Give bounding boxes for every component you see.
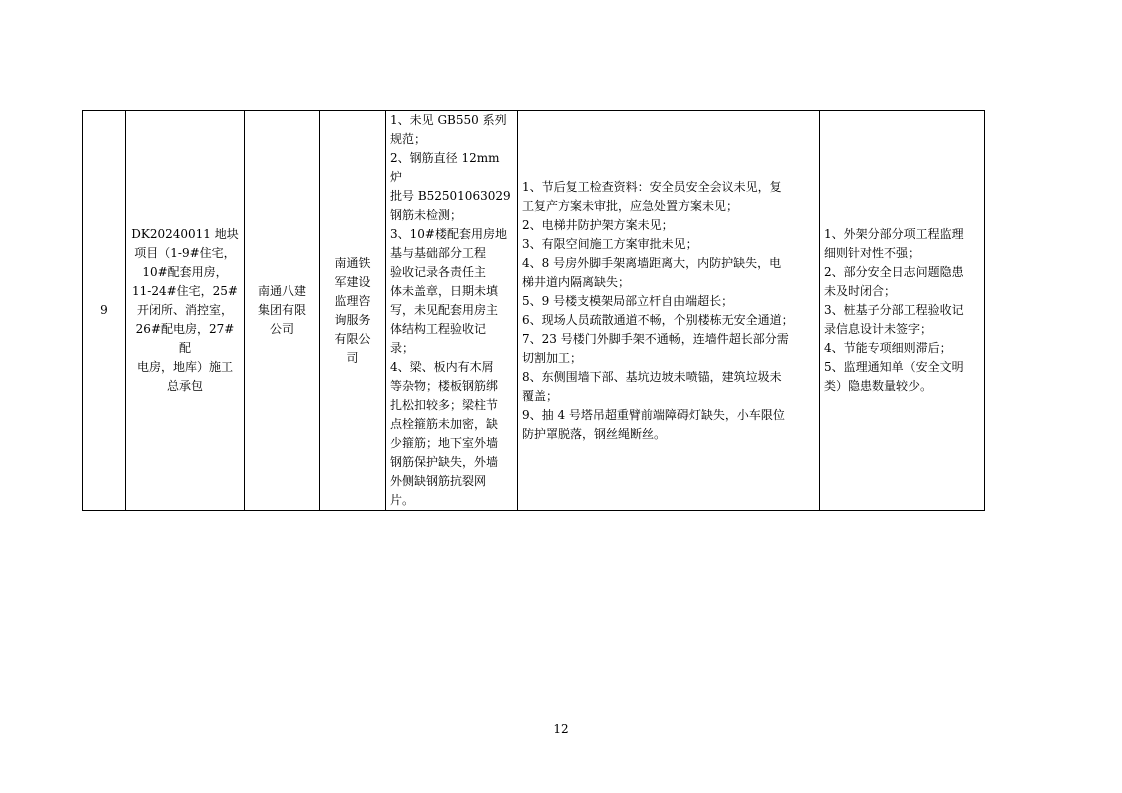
- safety-issue-line: 2、电梯井防护架方案未见；: [522, 217, 674, 232]
- safety-issue-line: 防护罩脱落，钢丝绳断丝。: [522, 426, 667, 441]
- quality-issue-line: 等杂物；楼板钢筋绑: [390, 379, 499, 393]
- contractor-cell: [245, 111, 320, 511]
- quality-issue-line: 3、10#楼配套用房地: [390, 227, 507, 241]
- supervision-issue-line: 细则针对性不强；: [824, 246, 921, 260]
- safety-issue-line: 1、节后复工检查资料：安全员安全会议未见，复: [522, 179, 782, 194]
- table-row: [83, 111, 985, 511]
- safety-issue-line: 3、有限空间施工方案审批未见；: [522, 236, 698, 251]
- quality-issue-line: 批号 B52501063029: [390, 189, 511, 203]
- contractor-line: 南通八建: [257, 284, 306, 298]
- quality-issue-line: 少箍筋；地下室外墙: [390, 436, 499, 450]
- supervisor-line: 司: [346, 350, 359, 365]
- quality-issues-cell: [386, 111, 518, 511]
- quality-issue-line: 规范；: [390, 132, 427, 146]
- project-line: 开闭所、消控室，: [136, 303, 233, 317]
- quality-issue-line: 2、钢筋直径 12mm 炉: [390, 151, 500, 184]
- supervisor-line: 询服务: [334, 312, 371, 327]
- quality-issue-line: 体未盖章，日期未填: [390, 284, 499, 298]
- supervision-issue-line: 录信息设计未签字；: [824, 322, 933, 336]
- safety-issue-line: 9、抽 4 号塔吊超重臂前端障碍灯缺失，小车限位: [522, 407, 785, 422]
- inspection-table: [82, 110, 985, 511]
- safety-issues-cell: [518, 111, 820, 511]
- page-number: 12: [553, 722, 569, 736]
- supervisor-line: 军建设: [334, 274, 371, 289]
- quality-issue-line: 钢筋未检测；: [390, 208, 463, 222]
- project-line: 项目（1-9#住宅，: [134, 246, 236, 260]
- project-line: 总承包: [166, 379, 203, 393]
- quality-issue-line: 验收记录各责任主: [390, 265, 487, 279]
- supervision-issue-line: 1、外架分部分项工程监理: [824, 227, 964, 241]
- supervisor-line: 监理咨: [334, 293, 371, 308]
- project-line: 26#配电房，27#配: [135, 322, 235, 355]
- quality-issue-line: 片。: [390, 493, 415, 507]
- safety-issue-line: 6、现场人员疏散通道不畅，个别楼栋无安全通道；: [522, 312, 794, 327]
- safety-issue-line: 工复产方案未审批，应急处置方案未见；: [522, 198, 739, 213]
- supervisor-cell: [320, 111, 386, 511]
- contractor-line: 集团有限: [257, 303, 306, 317]
- supervision-issue-line: 4、节能专项细则滞后；: [824, 341, 952, 355]
- supervision-issues-cell: [820, 111, 985, 511]
- supervisor-line: 南通铁: [334, 255, 371, 270]
- quality-issue-line: 录；: [390, 341, 415, 355]
- safety-issue-line: 5、9 号楼支模架局部立杆自由端超长；: [522, 293, 734, 308]
- project-line: 10#配套用房，: [142, 265, 228, 279]
- row-index: 9: [100, 303, 108, 317]
- contractor-line: 公司: [269, 322, 294, 336]
- supervision-issue-line: 2、部分安全日志问题隐患: [824, 265, 964, 279]
- safety-issue-line: 7、23 号楼门外脚手架不通畅，连墙件超长部分需: [522, 331, 789, 346]
- project-line: 11-24#住宅，25#: [132, 284, 238, 298]
- safety-issue-line: 4、8 号房外脚手架离墙距离大，内防护缺失，电: [522, 255, 782, 270]
- row-index-cell: [83, 111, 126, 511]
- quality-issue-line: 钢筋保护缺失，外墙: [390, 455, 499, 469]
- supervision-issue-line: 5、监理通知单（安全文明: [824, 360, 964, 374]
- project-line: DK20240011 地块: [131, 227, 239, 241]
- quality-issue-line: 体结构工程验收记: [390, 322, 487, 336]
- safety-issue-line: 梯井道内隔离缺失；: [522, 274, 631, 289]
- quality-issue-line: 写，未见配套用房主: [390, 303, 499, 317]
- supervision-issue-line: 3、桩基子分部工程验收记: [824, 303, 964, 317]
- supervision-issue-line: 未及时闭合；: [824, 284, 897, 298]
- supervision-issue-line: 类）隐患数量较少。: [824, 379, 933, 393]
- safety-issue-line: 覆盖；: [522, 388, 559, 403]
- project-line: 电房，地库）施工: [136, 360, 233, 374]
- quality-issue-line: 点栓箍筋未加密，缺: [390, 417, 499, 431]
- project-cell: [126, 111, 245, 511]
- quality-issue-line: 4、梁、板内有木屑: [390, 360, 494, 374]
- quality-issue-line: 扎松扣较多；梁柱节: [390, 398, 499, 412]
- safety-issue-line: 8、东侧围墙下部、基坑边坡未喷锚，建筑垃圾未: [522, 369, 782, 384]
- quality-issue-line: 1、未见 GB550 系列: [390, 113, 507, 127]
- supervisor-line: 有限公: [334, 331, 371, 346]
- quality-issue-line: 基与基础部分工程: [390, 246, 487, 260]
- safety-issue-line: 切割加工；: [522, 350, 583, 365]
- quality-issue-line: 外侧缺钢筋抗裂网: [390, 474, 487, 488]
